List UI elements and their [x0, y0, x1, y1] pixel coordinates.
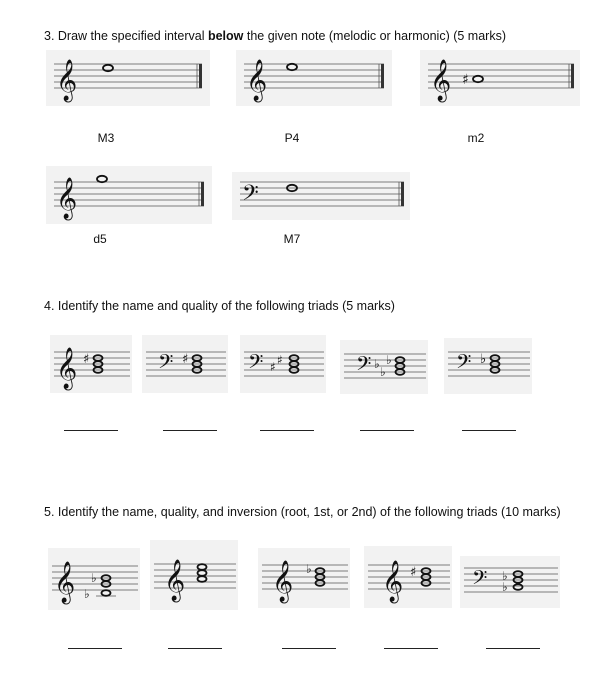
staff-svg [236, 50, 392, 106]
whole-note-icon [473, 76, 483, 82]
answer-blank[interactable] [168, 648, 222, 649]
treble-clef-icon: 𝄞 [56, 178, 78, 219]
staff-svg [232, 172, 410, 220]
answer-blank[interactable] [384, 648, 438, 649]
q3-staff-4 [46, 166, 212, 224]
bass-clef-icon: 𝄢 [242, 181, 259, 211]
staff-svg [460, 556, 560, 608]
answer-blank[interactable] [486, 648, 540, 649]
flat-icon: ♭ [306, 562, 312, 576]
staff-svg [258, 548, 350, 608]
staff-svg [240, 335, 326, 393]
flat-icon: ♭ [374, 357, 380, 371]
staff-svg [150, 540, 238, 610]
answer-blank[interactable] [260, 430, 314, 431]
question-3-heading [44, 29, 506, 43]
sharp-icon: ♯ [83, 352, 90, 367]
staff-svg [142, 335, 228, 393]
q3-label-3: m2 [467, 131, 485, 145]
sharp-icon: ♯ [182, 352, 189, 367]
answer-blank[interactable] [462, 430, 516, 431]
staff-svg [46, 166, 212, 224]
treble-clef-icon: 𝄞 [56, 348, 78, 389]
q3-bold: below [207, 29, 244, 43]
q3-staff-3 [420, 50, 580, 106]
answer-blank[interactable] [360, 430, 414, 431]
q3-prefix: 3. Draw the specified interval [44, 29, 208, 43]
whole-note-icon [287, 64, 297, 70]
treble-clef-icon: 𝄞 [430, 60, 452, 101]
treble-clef-icon: 𝄞 [54, 562, 76, 603]
q4-staff-2 [142, 335, 228, 393]
treble-clef-icon: 𝄞 [272, 561, 294, 602]
staff-svg [420, 50, 580, 106]
bass-clef-icon: 𝄢 [456, 350, 472, 378]
q5-staff-5 [460, 556, 560, 608]
flat-icon: ♭ [84, 587, 90, 601]
flat-icon: ♭ [380, 365, 386, 379]
answer-blank[interactable] [282, 648, 336, 649]
flat-icon: ♭ [502, 569, 508, 583]
question-4-heading: 4. Identify the name and quality of the following triads (5 marks) [44, 299, 395, 313]
triad-chord-icon [198, 564, 207, 582]
q3-staff-2 [236, 50, 392, 106]
q4-staff-4 [340, 340, 428, 394]
sharp-icon: ♯ [462, 72, 469, 88]
bass-clef-icon: 𝄢 [158, 350, 174, 378]
staff-svg [364, 546, 452, 608]
treble-clef-icon: 𝄞 [56, 60, 78, 101]
question-5-heading: 5. Identify the name, quality, and inversion (root, 1st, or 2nd) of the following triads (10 marks) [44, 505, 561, 519]
whole-note-icon [97, 176, 107, 182]
q5-staff-3 [258, 548, 350, 608]
sharp-icon: ♯ [270, 360, 276, 374]
staff-svg [444, 338, 532, 394]
staff-svg [340, 340, 428, 394]
q5-staff-2 [150, 540, 238, 610]
answer-blank[interactable] [68, 648, 122, 649]
q3-label-5: M7 [283, 232, 301, 246]
flat-icon: ♭ [480, 352, 487, 367]
flat-icon: ♭ [502, 580, 508, 594]
bass-clef-icon: 𝄢 [356, 352, 372, 380]
answer-blank[interactable] [64, 430, 118, 431]
flat-icon: ♭ [386, 353, 392, 367]
q5-staff-1 [48, 548, 140, 610]
flat-icon: ♭ [91, 571, 97, 585]
treble-clef-icon: 𝄞 [164, 560, 186, 601]
bass-clef-icon: 𝄢 [472, 566, 488, 594]
staff-svg [46, 50, 210, 106]
q5-staff-4 [364, 546, 452, 608]
treble-clef-icon: 𝄞 [246, 60, 268, 101]
sharp-icon: ♯ [277, 353, 283, 367]
q3-staff-1 [46, 50, 210, 106]
bass-clef-icon: 𝄢 [248, 350, 264, 378]
q4-staff-1 [50, 335, 132, 393]
q3-label-1: M3 [97, 131, 115, 145]
treble-clef-icon: 𝄞 [382, 561, 404, 602]
q3-label-4: d5 [93, 232, 107, 246]
q4-staff-3 [240, 335, 326, 393]
q3-staff-5 [232, 172, 410, 220]
staff-svg [48, 548, 140, 610]
q4-staff-5 [444, 338, 532, 394]
sharp-icon: ♯ [410, 565, 417, 580]
staff-svg [50, 335, 132, 393]
answer-blank[interactable] [163, 430, 217, 431]
q3-label-2: P4 [284, 131, 300, 145]
q3-suffix: the given note (melodic or harmonic) (5 marks) [243, 29, 506, 43]
